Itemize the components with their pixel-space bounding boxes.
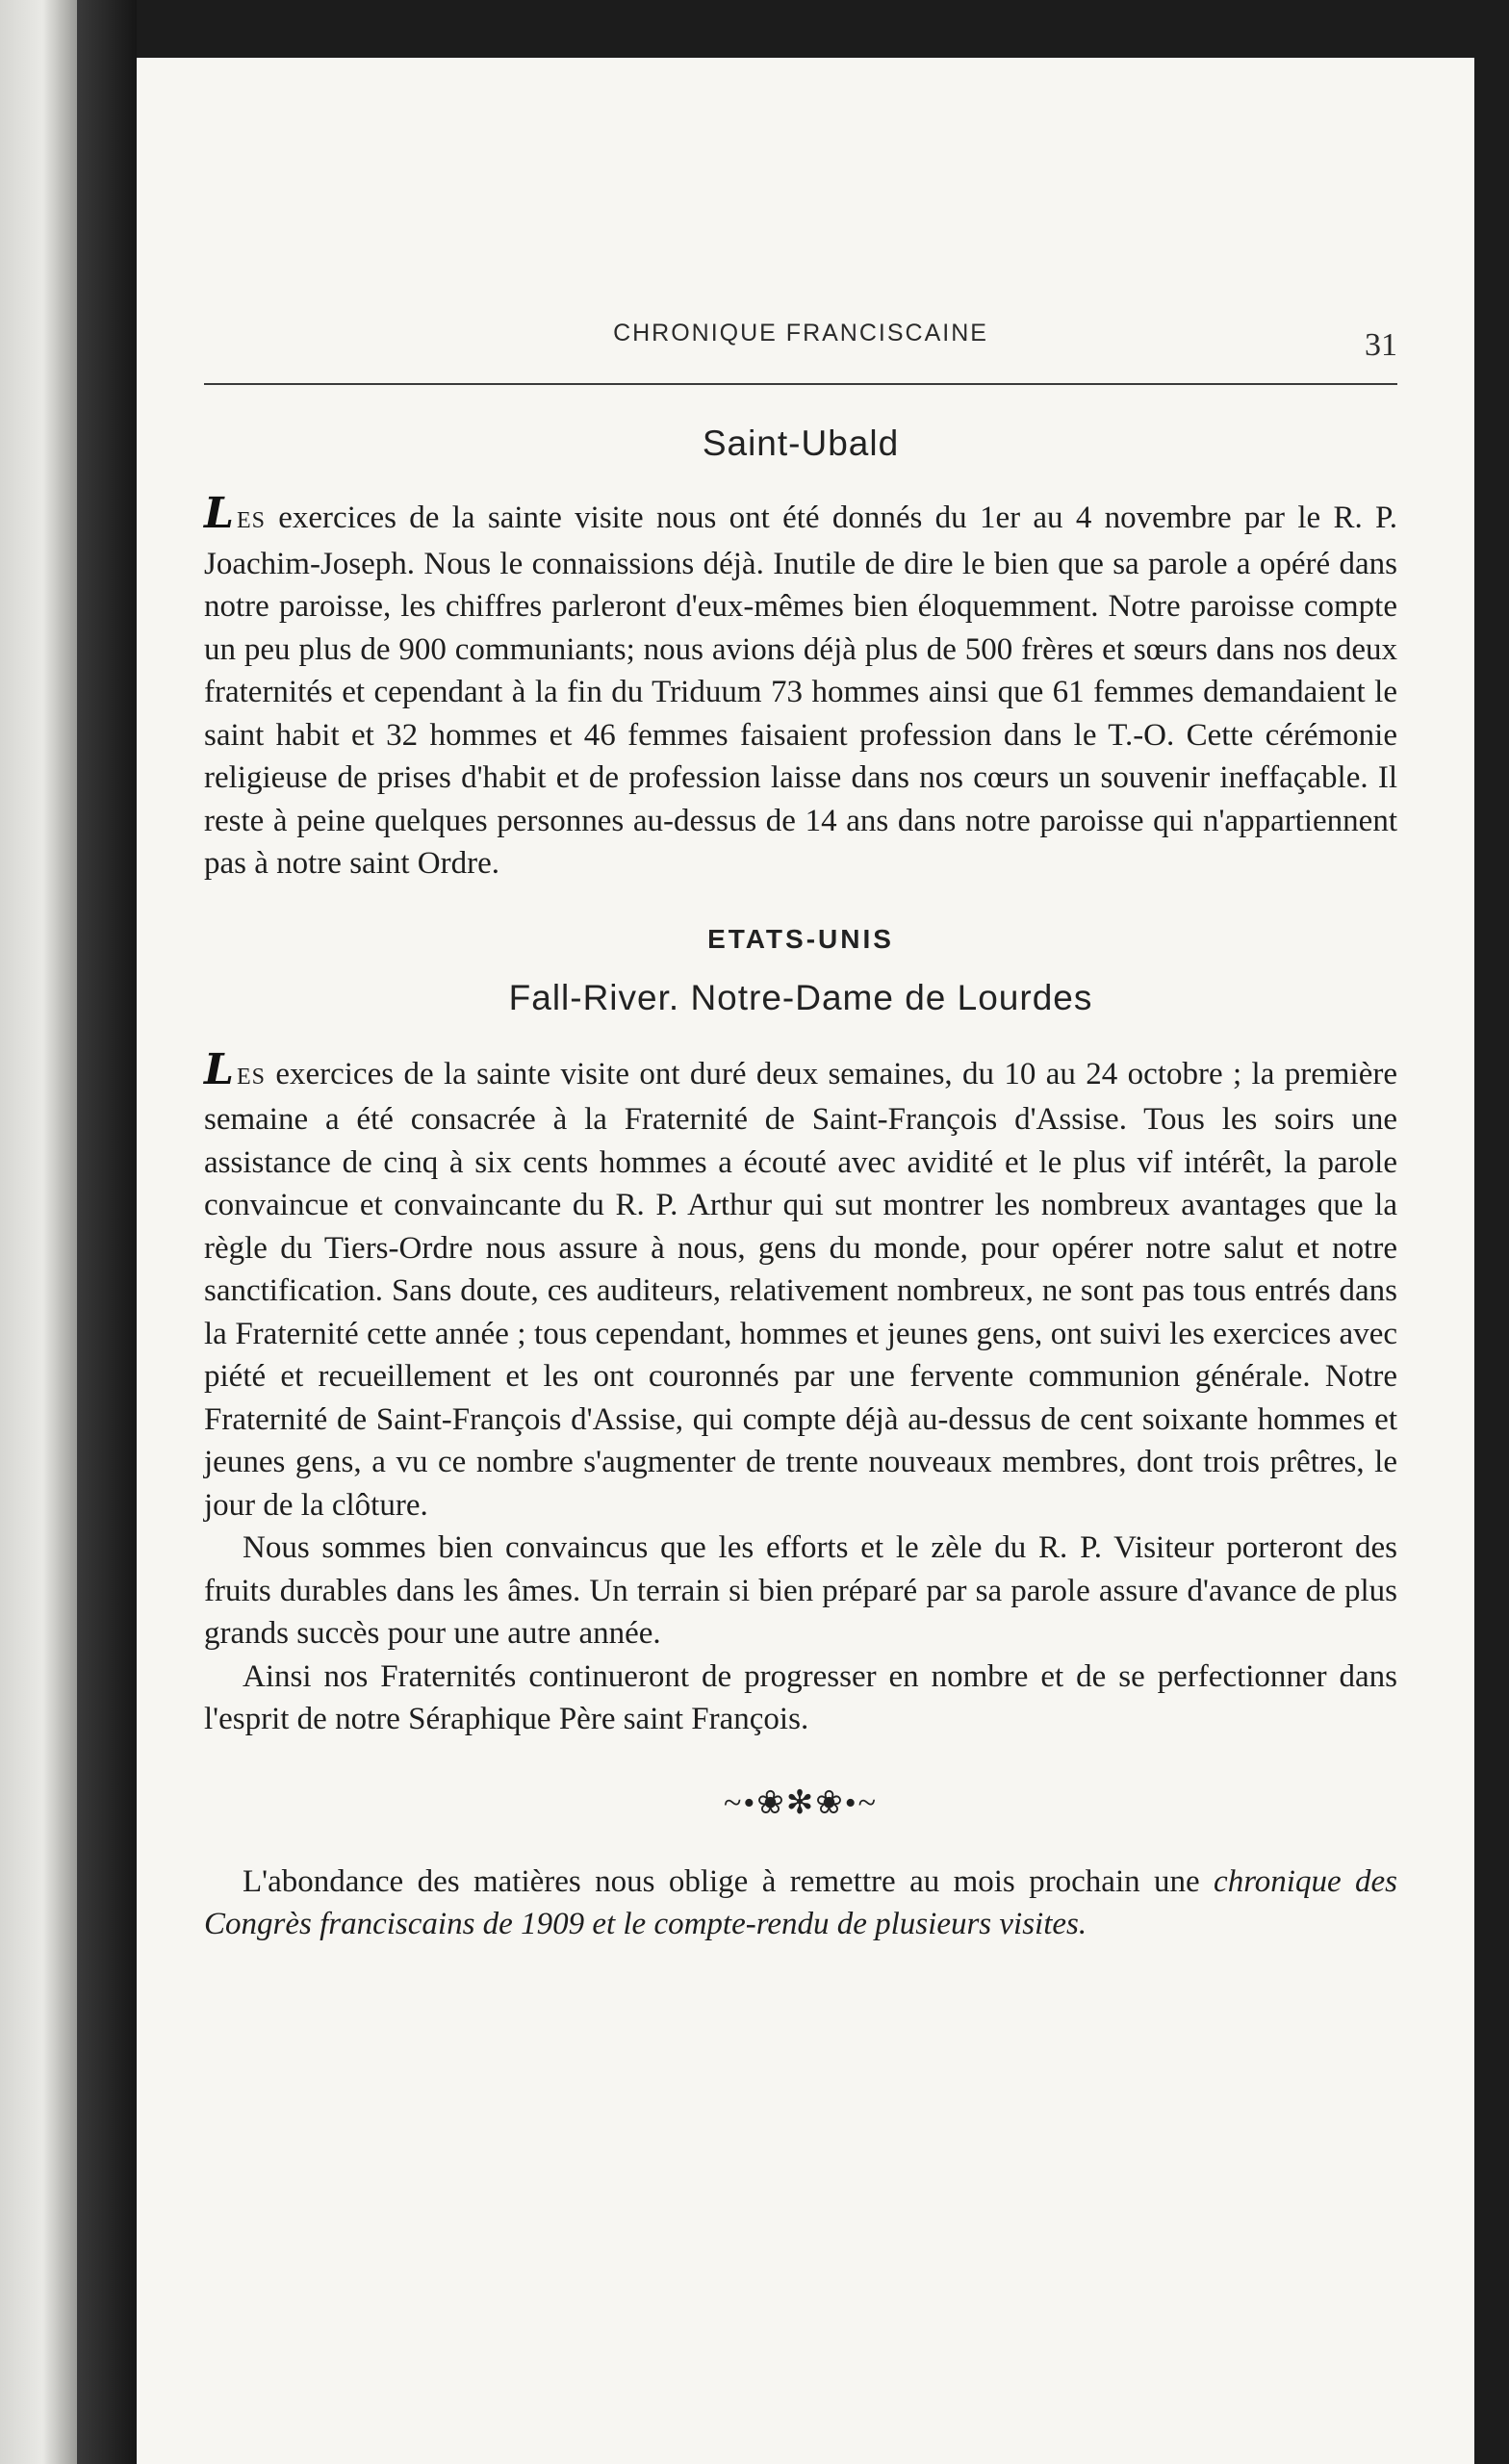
- fall-river-paragraph-3: Ainsi nos Fraternités continueront de progresser en nombre et de se perfectionner dans l'esprit de notre Séraphique Père saint François.: [204, 1658, 1397, 1736]
- note-italic: chronique des Congrès franciscains de 1909 et le compte-rendu de plusieurs visites.: [204, 1863, 1398, 1941]
- page-number: 31: [1365, 327, 1397, 363]
- drop-cap: L: [204, 1044, 234, 1094]
- saint-ubald-paragraph: [204, 489, 1397, 886]
- book-page: [137, 58, 1474, 2464]
- header-rule: [204, 383, 1397, 385]
- first-word-smallcaps: ES: [236, 1064, 266, 1090]
- running-head: CHRONIQUE FRANCISCAINE: [613, 320, 988, 346]
- section-heading-etats-unis: ETATS-UNIS: [707, 923, 894, 954]
- fall-river-paragraph-1: [204, 1044, 1397, 1527]
- first-word-smallcaps: ES: [236, 508, 266, 533]
- note-lead: L'abondance des matières nous oblige à remettre au mois prochain une: [243, 1863, 1215, 1899]
- paragraph-text: exercices de la sainte visite nous ont été donnés du 1er au 4 novembre par le R. P. Joachim-Joseph. Nous le connaissions déjà. Inutile de dire le bien que sa parole a opéré dans notre paroisse, les chiffres parleront d'eux-mêmes bien éloquemment. Notre paroisse compte un peu plus de 900 communiants; nous avions déjà plus de 500 frères et sœurs dans nos deux fraternités et cependant à la fin du Triduum 73 hommes ainsi que 61 femmes demandaient le saint habit et 32 hommes et 46 femmes faisaient profession dans le T.-O. Cette cérémonie religieuse de prises d'habit et de profession laisse dans nos cœurs un souvenir ineffaçable. Il reste à peine quelques personnes au-dessus de 14 ans dans notre paroisse qui n'appartiennent pas à notre saint Ordre.: [204, 500, 1397, 881]
- book-gutter-shadow: [77, 0, 137, 2464]
- ornamental-divider: ~•❀✻❀•~: [723, 1784, 879, 1821]
- section-title-fall-river: Fall-River. Notre-Dame de Lourdes: [508, 977, 1093, 1017]
- page-body: [204, 424, 1397, 1946]
- editorial-note: [204, 1861, 1397, 1946]
- drop-cap: L: [204, 489, 234, 538]
- paragraph-text: exercices de la sainte visite ont duré deux semaines, du 10 au 24 octobre ; la première semaine a été consacrée à la Fraternité de Saint-François d'Assise. Tous les soirs une assistance de cinq à six cents hommes a écouté avec avidité et le plus vif intérêt, la parole convaincue et convaincante du R. P. Arthur qui sut montrer les nombreux avantages que la règle du Tiers-Ordre nous assure à nous, gens du monde, pour opérer notre salut et notre sanctification. Sans doute, ces auditeurs, relativement nombreux, ne sont pas tous entrés dans la Fraternité cette année ; tous cependant, hommes et jeunes gens, ont suivi les exercices avec piété et recueillement et les ont couronnés par une fervente communion générale. Notre Fraternité de Saint-François d'Assise, qui compte déjà au-dessus de cent soixante hommes et jeunes gens, a vu ce nombre s'augmenter de trente nouveaux membres, dont trois prêtres, le jour de la clôture.: [204, 1056, 1397, 1523]
- section-title-saint-ubald: Saint-Ubald: [702, 424, 900, 463]
- fall-river-paragraph-2: Nous sommes bien convaincus que les efforts et le zèle du R. P. Visiteur porteront des fruits durables dans les âmes. Un terrain si bien préparé par sa parole assure d'avance de plus grands succès pour une autre année.: [204, 1530, 1397, 1651]
- adjacent-page-edge: [0, 0, 77, 2464]
